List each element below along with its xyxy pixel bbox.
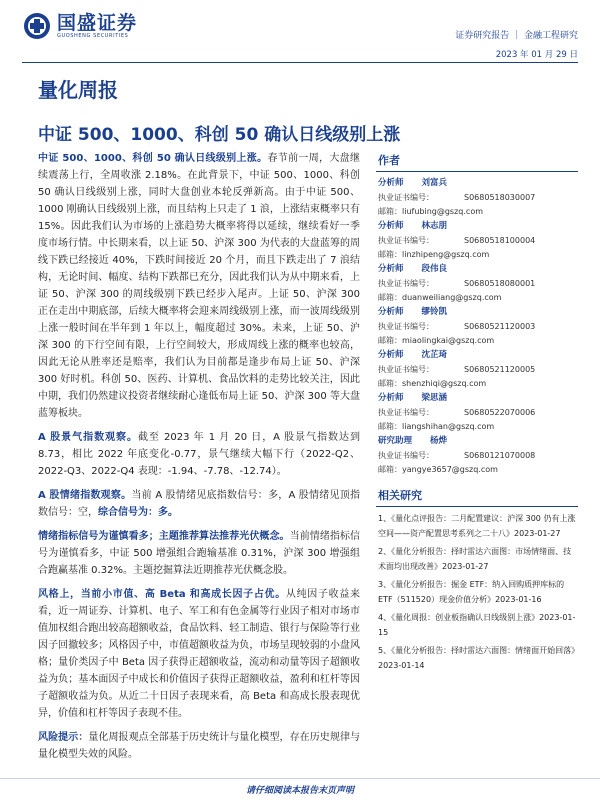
author-name-row [376,176,578,191]
author-name: 林志朋 [421,221,448,231]
author-cert-row [376,363,578,377]
sidebar [376,150,578,676]
paragraph-text: 当前 A 股情绪见底指数信号：多，A 股情绪见顶指数信号：空， [38,490,360,518]
author-name: 沈芷琦 [421,350,448,360]
author-email[interactable]: yangye3657@gszq.com [402,465,498,474]
author-role: 分析师 [378,221,404,231]
cert-label: 执业证书编号： [378,451,434,460]
paragraph-style [38,586,360,722]
author-email-row [376,334,578,348]
email-label: 邮箱： [378,465,402,474]
paragraph-risk [38,729,360,763]
paragraph-text: 当前情绪指标信号为谨慎看多，中证 500 增强组合跑输基准 0.31%，沪深 300 增强组合跑赢基准 0.32%。主题挖掘算法近期推荐光伏概念股。 [38,531,361,576]
author-cert-row [376,406,578,420]
cert-number: S0680518030007 [464,193,536,202]
author-role: 分析师 [378,393,404,403]
email-label: 邮箱： [378,293,402,302]
author-email-row [376,377,578,391]
author-cert-row [376,191,578,205]
paragraph-text: 截至 2023 年 1 月 20 日，A 股景气指数达到 8.73，相比 2022 年底变化-0.77，景气继续大幅下行（2022-Q2、2022-Q3、2022-Q4 表现：-1.94、-7.78、-12.74）。 [38,432,360,477]
cert-number: S0680121070008 [464,451,536,460]
related-report-item[interactable]: 1、《量化点评报告：二月配置建议：沪深 300 仍有上涨空间——资产配置思考系列之二十八》2023-01-27 [378,514,576,538]
author-cert-row [376,449,578,463]
author-name: 刘富兵 [421,178,448,188]
paragraph-lead: A 股景气指数观察。 [38,432,138,443]
author-name-row [376,391,578,406]
author-cert-row [376,320,578,334]
email-label: 邮箱： [378,379,402,388]
cert-number: S0680518100004 [464,236,536,245]
author-name-row [376,348,578,363]
paragraph-text: 从纯因子收益来看，近一周证券、计算机、电子、军工和有色金属等行业因子相对市场市值加权组合跑出较高超额收益，食品饮料、轻工制造、银行与保险等行业因子回撤较多；风格因子中，市值超额收益为负，市场呈现较弱的小盘风格；量价类因子中 Beta 因子获得正超额收益，流动和动量等因子超额收益为负；基本面因子中成长和价值因子获得正超额收益，盈利和杠杆等因子超额收益为负。从近二十日因子表现来看，高 Beta 和高成长股表现优异，价值和杠杆等因子表现不佳。 [38,589,360,719]
paragraph-lead: 情绪指标信号为谨慎看多；主题推荐算法推荐光伏概念。 [38,531,290,542]
author-role: 分析师 [378,350,404,360]
logo-cn: 国盛证券 [57,11,138,34]
author-name-row [376,262,578,277]
related-report-item[interactable]: 2、《量化分析报告：择时雷达六面图：市场情绪面、技术面均出现改善》2023-01-27 [378,547,572,571]
cert-label: 执业证书编号： [378,365,434,374]
related-report-item[interactable]: 4、《量化周报：创业板指确认日线级别上涨》2023-01-15 [378,613,576,637]
logo-en: GUOSHENG SECURITIES [57,32,129,39]
cert-label: 执业证书编号： [378,279,434,288]
paragraph-text: 量化周报观点全部基于历史统计与量化模型，存在历史规律与量化模型失效的风险。 [38,732,361,760]
cert-number: S0680518080001 [464,279,536,288]
authors-title: 作者 [376,150,578,172]
author-email-row [376,463,578,477]
author-email-row [376,205,578,219]
author-role: 分析师 [378,264,404,274]
cert-label: 执业证书编号： [378,408,434,417]
author-name: 杨烨 [430,436,448,446]
related-report-item[interactable]: 5、《量化分析报告：择时雷达六面图：情绪面开始回落》2023-01-14 [378,646,576,670]
report-date: 2023 年 01 月 29 日 [495,50,578,60]
author-list [376,176,578,477]
author-name: 缪铃凯 [421,307,448,317]
author-name: 段伟良 [421,264,448,274]
author-email[interactable]: liangshihan@gszq.com [402,422,495,431]
series-title: 量化周报 [38,78,118,102]
main-body [38,150,360,770]
report-type: 证券研究报告 ｜ 金融工程研究 [455,31,578,41]
email-label: 邮箱： [378,207,402,216]
paragraph-lead: 风格上，当前小市值、高 Beta 和高成长因子占优。 [38,589,286,600]
related-title: 相关研究 [376,485,578,507]
paragraph-lead: 中证 500、1000、科创 50 确认日线级别上涨。 [38,153,268,164]
paragraph-lead: A 股情绪指数观察。 [38,490,132,501]
author-name-row [376,219,578,234]
author-role: 分析师 [378,307,404,317]
cert-number: S0680521120003 [464,322,536,331]
paragraph-sentiment [38,487,360,521]
paragraph-tail: 综合信号为：多。 [98,507,178,518]
paragraph-prosperity [38,429,360,480]
related-report-item[interactable]: 3、《量化分析报告：掘金 ETF：纳入回购质押库标的ETF（511520）现金价值分析》2023-01-16 [378,580,565,604]
cert-label: 执业证书编号： [378,236,434,245]
paragraph-trend [38,150,360,422]
header-divider [22,62,578,63]
footer-divider [0,778,600,779]
email-label: 邮箱： [378,422,402,431]
author-email[interactable]: linzhipeng@gszq.com [402,250,490,259]
logo [23,12,137,40]
author-cert-row [376,277,578,291]
author-name-row [376,434,578,449]
cert-number: S0680522070006 [464,408,536,417]
author-name-row [376,305,578,320]
footer-disclaimer: 请仔细阅读本报告末页声明 [245,786,354,796]
email-label: 邮箱： [378,336,402,345]
cert-label: 执业证书编号： [378,322,434,331]
cert-number: S0680521120005 [464,365,536,374]
headline: 中证 500、1000、科创 50 确认日线级别上涨 [38,125,401,145]
related-list [376,511,578,673]
author-email-row [376,420,578,434]
author-cert-row [376,234,578,248]
author-role: 分析师 [378,178,404,188]
author-email-row [376,291,578,305]
paragraph-lead: 风险提示： [38,732,89,743]
email-label: 邮箱： [378,250,402,259]
author-email-row [376,248,578,262]
paragraph-signal [38,528,360,579]
author-email[interactable]: shenzhiqi@gszq.com [402,379,487,388]
author-role: 研究助理 [378,436,413,446]
cert-label: 执业证书编号： [378,193,434,202]
author-name: 梁思涵 [421,393,448,403]
author-email[interactable]: liufubing@gszq.com [402,207,484,216]
author-email[interactable]: duanweiliang@gszq.com [402,293,502,302]
author-email[interactable]: miaolingkai@gszq.com [402,336,495,345]
guosheng-logo-icon [23,12,51,40]
paragraph-text: 春节前一周，大盘继续震荡上行，全周收涨 2.18%。在此背景下，中证 500、1000、科创 50 确认日线级别上涨，同时大盘创业本轮反弹新高。由于中证 500、1000 刚确认日线级别上涨，而且结构上只走了 1 浪，上涨结束概率只有 15%。因此我们认为市场的上涨趋势大概率将得以延续，继续看好一季度市场行情。中长期来看，以上证 50、沪深 300 为代表的大盘蓝筹的周线下跌已经接近 40%，下跌时间接近 20 个月，而且下跌走出了 7 浪结构，无论时间、幅度、结构下跌都已充分，因此我们认为从中期来看，上证 50、沪深 300 的周线级别下跌已经步入尾声。上证 50、沪深 300 正在走出中期底部，后续大概率将会迎来周线级别上涨，而一波周线级别上涨一般时间在半年到 1 年以上，幅度超过 30%。未来，上证 50、沪深 300 的下行空间有限，上行空间较大，形成周线上涨的概率也较高，因此无论从胜率还是赔率，我们认为目前都是逢步布局上证 50、沪深 300 好时机。科创 50、医药、计算机、食品饮料的走势比较关注，因此中期，我们仍然建议投资者继续耐心逢低布局上证 50、沪深 300 等大盘蓝筹板块。 [38,153,361,419]
